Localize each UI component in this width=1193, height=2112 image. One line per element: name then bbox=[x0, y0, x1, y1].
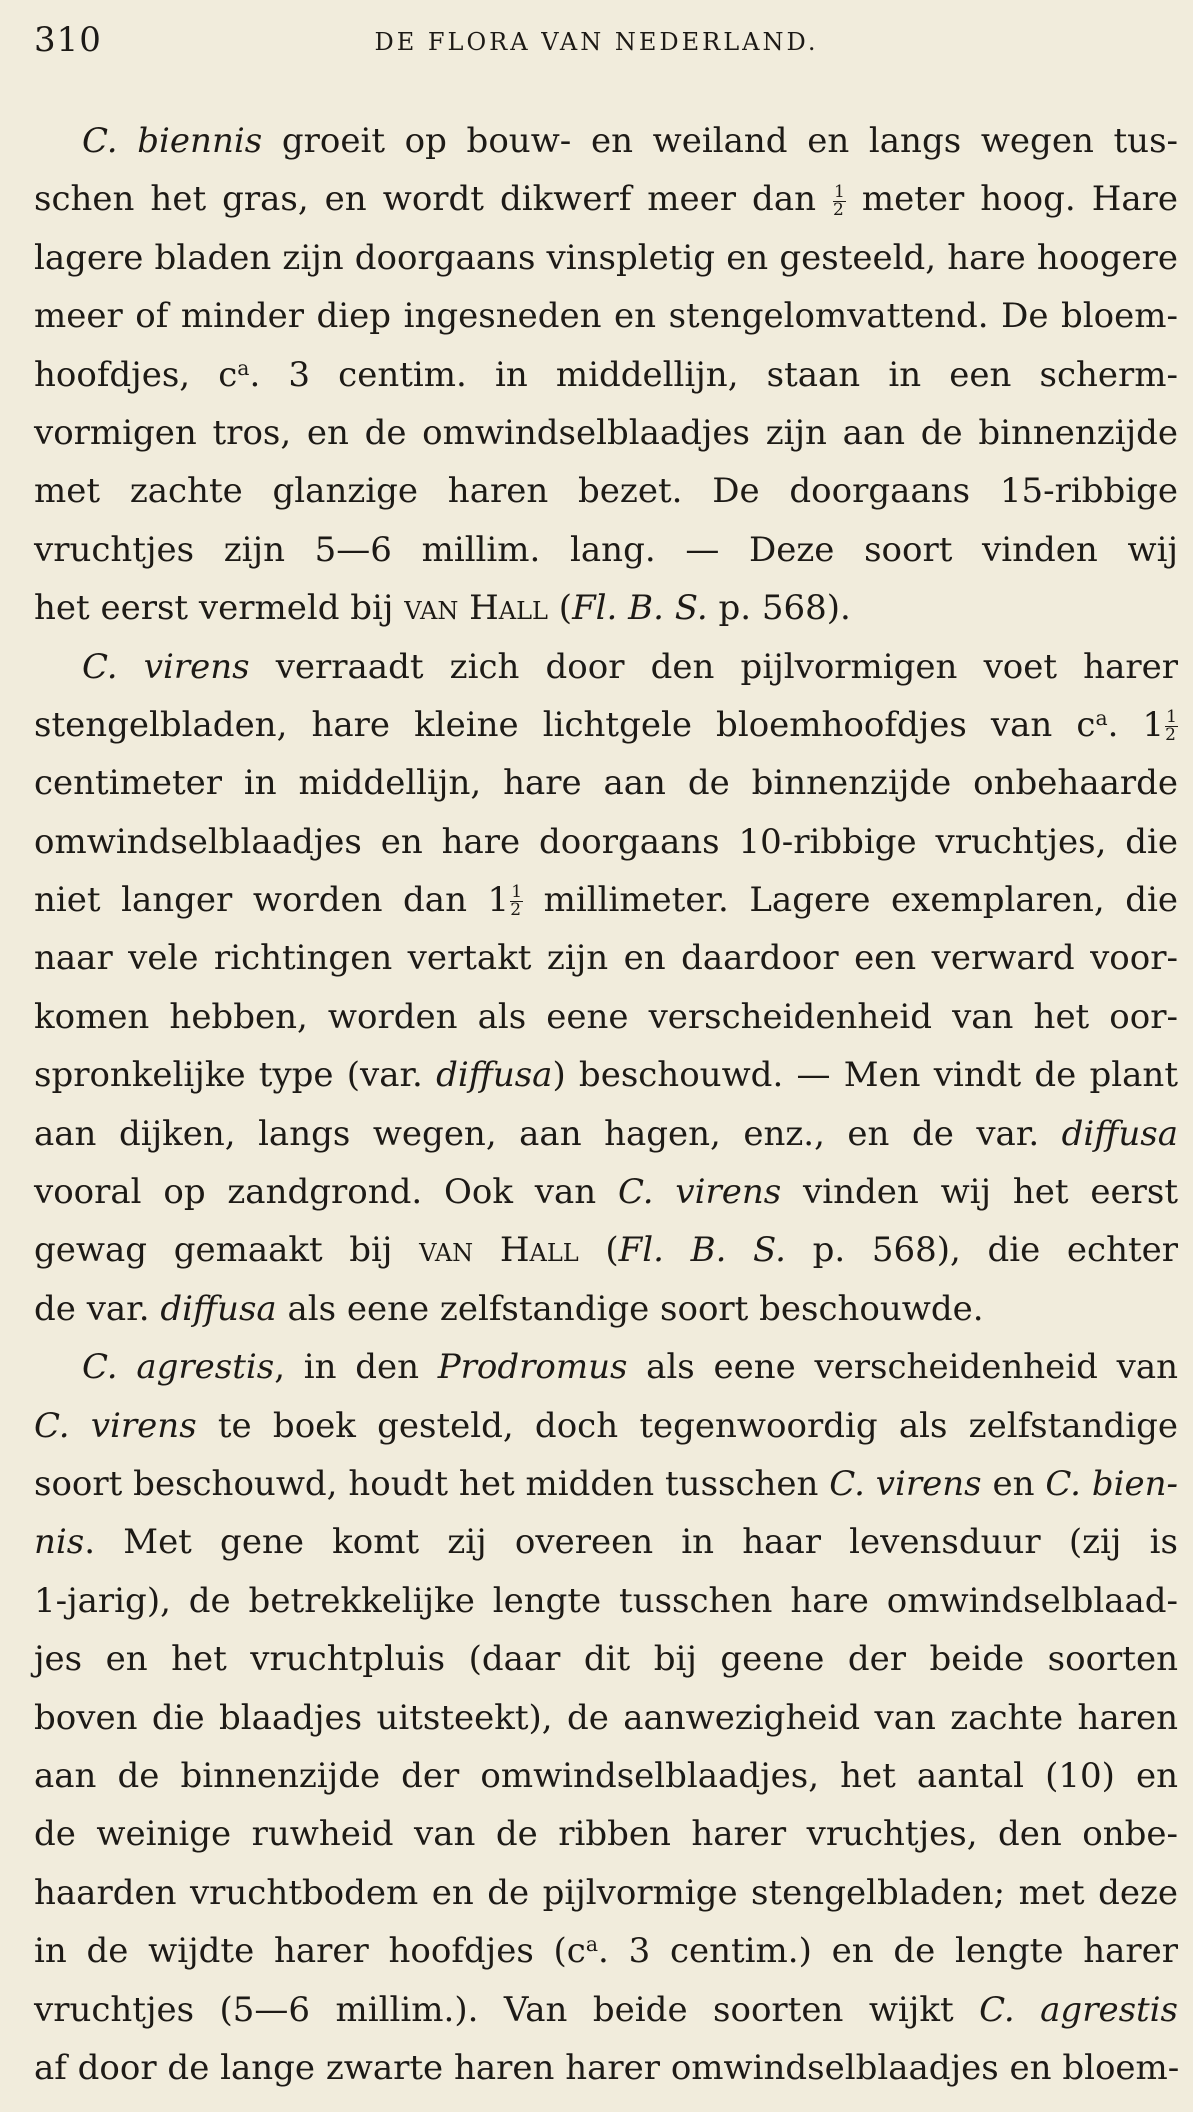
text-line bbox=[34, 988, 1178, 1046]
text-line bbox=[34, 1572, 1178, 1630]
text-line bbox=[34, 2039, 1178, 2097]
text-run: de var. bbox=[34, 1288, 161, 1329]
text-run: haarden vruchtbodem en de pijlvormige stengelbladen; met deze bbox=[34, 1872, 1178, 1913]
body-text bbox=[34, 112, 1178, 2097]
fraction-numerator: 1 bbox=[511, 882, 523, 903]
text-line bbox=[34, 462, 1178, 520]
fraction-denominator: 2 bbox=[833, 199, 844, 220]
text-run: vormigen tros, en de omwindselblaadjes zijn aan de binnenzijde bbox=[34, 412, 1178, 453]
text-run: als eene zelfstandige soort beschouwde. bbox=[276, 1288, 984, 1329]
text-line bbox=[34, 813, 1178, 871]
text-run: , in den bbox=[274, 1347, 438, 1388]
text-line bbox=[34, 521, 1178, 579]
fraction bbox=[833, 181, 846, 220]
text-run: jes en het vruchtpluis (daar dit bij geene der beide soorten bbox=[34, 1639, 1178, 1680]
text-run: in de wijdte harer hoofdjes (c bbox=[34, 1931, 586, 1972]
text-line bbox=[34, 1280, 1178, 1338]
italic-text: diffusa bbox=[160, 1288, 277, 1329]
superscript: a bbox=[237, 355, 250, 380]
text-run: ( bbox=[578, 1230, 619, 1271]
text-run: soort beschouwd, houdt het midden tusschen bbox=[34, 1463, 830, 1504]
italic-text: C. agrestis bbox=[82, 1347, 275, 1388]
text-run: af door de lange zwarte haren harer omwindselblaadjes en bloem- bbox=[34, 2047, 1180, 2088]
italic-text: C. bien- bbox=[1045, 1463, 1178, 1504]
text-line bbox=[34, 112, 1178, 170]
text-line bbox=[34, 638, 1178, 696]
superscript: a bbox=[1095, 705, 1108, 730]
text-line bbox=[34, 1630, 1178, 1688]
small-caps-text: van Hall bbox=[419, 1230, 579, 1271]
text-run: . 3 centim. in middellijn, staan in een scherm- bbox=[249, 354, 1178, 395]
text-line bbox=[34, 1805, 1178, 1863]
text-run: . Met gene komt zij overeen in haar levensduur (zij is bbox=[84, 1522, 1178, 1563]
text-run: groeit op bouw- en weiland en langs wegen tus- bbox=[262, 121, 1179, 161]
italic-text: Fl. B. S. bbox=[618, 1230, 786, 1271]
text-run: als eene verscheidenheid van bbox=[627, 1347, 1178, 1388]
small-caps-text: van Hall bbox=[404, 588, 548, 629]
text-line bbox=[34, 287, 1178, 345]
italic-text: C. virens bbox=[82, 646, 250, 687]
text-run: . 1 bbox=[1107, 704, 1165, 745]
text-line bbox=[34, 1864, 1178, 1922]
fraction bbox=[510, 884, 523, 919]
fraction-denominator: 2 bbox=[510, 900, 522, 921]
text-line bbox=[34, 1397, 1178, 1455]
text-run: stengelbladen, hare kleine lichtgele bloemhoofdjes van c bbox=[34, 704, 1096, 745]
text-line bbox=[34, 754, 1178, 812]
text-run: aan de binnenzijde der omwindselblaadjes, het aantal (10) en bbox=[34, 1755, 1178, 1796]
text-run: p. 568). bbox=[707, 588, 851, 629]
fraction bbox=[1165, 709, 1178, 744]
text-line bbox=[34, 170, 1178, 228]
italic-text: nis bbox=[34, 1522, 85, 1563]
text-line bbox=[34, 1105, 1178, 1163]
italic-text: C. biennis bbox=[82, 121, 263, 161]
text-run: en bbox=[981, 1463, 1046, 1504]
italic-text: Fl. B. S. bbox=[572, 588, 708, 629]
italic-text: C. virens bbox=[829, 1463, 982, 1504]
text-run: ) beschouwd. — Men vindt de plant bbox=[552, 1055, 1178, 1096]
text-run: naar vele richtingen vertakt zijn en daardoor een verward voor- bbox=[34, 938, 1178, 979]
fraction-numerator: 1 bbox=[834, 181, 845, 202]
text-line bbox=[34, 346, 1178, 404]
text-line bbox=[34, 1163, 1178, 1221]
text-line bbox=[34, 696, 1178, 754]
text-run: millimeter. Lagere exemplaren, die bbox=[523, 880, 1179, 921]
italic-text: Prodromus bbox=[437, 1347, 628, 1388]
text-run: het eerst vermeld bij bbox=[34, 588, 405, 629]
text-run: vruchtjes zijn 5—6 millim. lang. — Deze soort vinden wij bbox=[34, 529, 1178, 570]
text-run: gewag gemaakt bij bbox=[34, 1230, 420, 1271]
fraction-numerator: 1 bbox=[1166, 707, 1177, 728]
text-run: vinden wij het eerst bbox=[781, 1172, 1178, 1213]
text-line bbox=[34, 404, 1178, 462]
text-run: hoofdjes, c bbox=[34, 354, 238, 395]
text-run: centimeter in middellijn, hare aan de binnenzijde onbehaarde bbox=[34, 763, 1178, 804]
text-run: meer of minder diep ingesneden en stengelomvattend. De bloem- bbox=[34, 296, 1178, 337]
page-header bbox=[34, 20, 1159, 66]
italic-text: diffusa bbox=[1061, 1113, 1178, 1154]
text-run: niet langer worden dan 1 bbox=[34, 880, 510, 921]
text-line bbox=[34, 579, 1178, 637]
text-line bbox=[34, 1922, 1178, 1980]
page-number: 310 bbox=[34, 20, 102, 60]
superscript: a bbox=[585, 1931, 599, 1956]
text-run: . 3 centim.) en de lengte harer bbox=[598, 1931, 1178, 1972]
text-line bbox=[34, 1513, 1178, 1571]
text-run: komen hebben, worden als eene verscheidenheid van het oor- bbox=[34, 996, 1178, 1037]
running-title: DE FLORA VAN NEDERLAND. bbox=[374, 28, 819, 56]
text-run: verraadt zich door den pijlvormigen voet harer bbox=[249, 646, 1178, 687]
text-run: lagere bladen zijn doorgaans vinspletig en gesteeld, hare hoogere bbox=[34, 237, 1178, 278]
text-run: te boek gesteld, doch tegenwoordig als zelfstandige bbox=[196, 1405, 1178, 1446]
text-line bbox=[34, 1221, 1178, 1279]
text-line bbox=[34, 1747, 1178, 1805]
text-line bbox=[34, 1046, 1178, 1104]
text-line bbox=[34, 1689, 1178, 1747]
text-line bbox=[34, 1455, 1178, 1513]
text-run: schen het gras, en wordt dikwerf meer dan bbox=[34, 179, 833, 220]
italic-text: diffusa bbox=[436, 1055, 553, 1096]
text-run: meter hoog. Hare bbox=[845, 179, 1178, 220]
text-run: met zachte glanzige haren bezet. De doorgaans 15-ribbige bbox=[34, 471, 1178, 512]
italic-text: C. virens bbox=[617, 1172, 782, 1213]
text-run: 1-jarig), de betrekkelijke lengte tusschen hare omwindselblaad- bbox=[34, 1580, 1178, 1621]
text-run: de weinige ruwheid van de ribben harer vruchtjes, den onbe- bbox=[34, 1814, 1178, 1855]
fraction-denominator: 2 bbox=[1165, 725, 1176, 746]
text-line bbox=[34, 1338, 1178, 1396]
text-line bbox=[34, 871, 1178, 929]
text-line bbox=[34, 229, 1178, 287]
text-line bbox=[34, 1981, 1178, 2039]
text-run: boven die blaadjes uitsteekt), de aanwezigheid van zachte haren bbox=[34, 1697, 1178, 1738]
text-run: aan dijken, langs wegen, aan hagen, enz., en de var. bbox=[34, 1113, 1062, 1154]
text-run: omwindselblaadjes en hare doorgaans 10-ribbige vruchtjes, die bbox=[34, 821, 1178, 862]
text-run: p. 568), die echter bbox=[785, 1230, 1178, 1271]
text-line bbox=[34, 929, 1178, 987]
text-run: vooral op zandgrond. Ook van bbox=[34, 1172, 618, 1213]
italic-text: C. agrestis bbox=[979, 1989, 1178, 2030]
text-run: vruchtjes (5—6 millim.). Van beide soorten wijkt bbox=[34, 1989, 980, 2030]
text-run: ( bbox=[547, 588, 573, 629]
text-run: spronkelijke type (var. bbox=[34, 1055, 437, 1096]
italic-text: C. virens bbox=[34, 1405, 197, 1446]
